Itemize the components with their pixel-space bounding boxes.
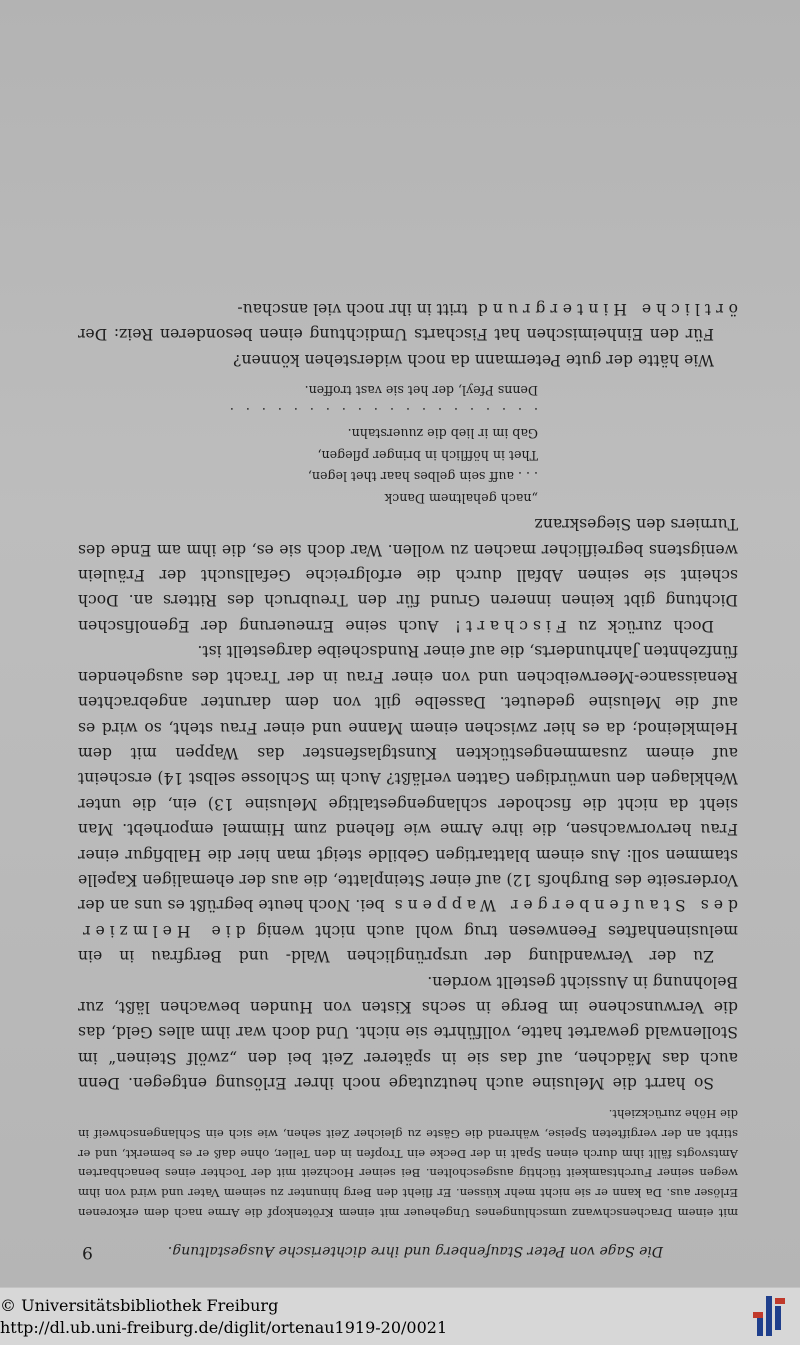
paragraph-5-spaced: örtliche Hintergrund xyxy=(472,300,738,319)
copyright-text: © Universitätsbibliothek Freiburg xyxy=(0,1296,279,1315)
paragraph-1: So harrt die Melusine auch heutzutage noch ihrer Erlösung entgegen. Denn auch das Mädchen, auf das sie in späterer Zeit bei den „zwölf Steinen“ im Stollenwald gewartet hatte, vollführte sie nicht. Und doch war ihm alles Geld, das die Verwunschene im Berge in sechs Kisten von Hunden bewachen läßt, zur Belohnung in Aussicht gestellt worden. xyxy=(78,972,738,1093)
page-number: 9 xyxy=(82,1242,93,1262)
paragraph-2 xyxy=(78,638,738,968)
verse-line: „nach gehaltnem Danck xyxy=(384,490,538,506)
paragraph-4: Wie hätte der gute Petermann da noch widerstehen können? xyxy=(233,350,714,369)
paragraph-3 xyxy=(78,511,738,638)
page-content xyxy=(78,296,738,1261)
verse-ellipsis: . . . . . . . . . . . . . . . . . . . . xyxy=(225,404,538,420)
paragraph-5-text-b: tritt in ihr noch viel anschau- xyxy=(237,300,468,319)
verse-line: Denns Pfeyl, der het sie vast troffen. xyxy=(304,383,538,399)
paragraph-5-text-a: Für den Einheimischen hat Fischarts Umdichtung einen besonderen Reiz: Der xyxy=(78,325,714,344)
paragraph-3-spaced: Fischart! xyxy=(449,616,567,635)
verse-line: Thet in höfflich in bringer pflegen, xyxy=(317,447,538,463)
source-url-link[interactable]: http://dl.ub.uni-freiburg.de/diglit/ortenau1919-20/0021 xyxy=(0,1318,448,1337)
paragraph-5 xyxy=(78,296,738,347)
verse-quote xyxy=(78,380,738,509)
paragraph-2-text-a: Zu der Verwandlung der ursprünglichen Wald- und Bergfrau in ein melusinenhaftes Feenwesen trug wohl auch nicht wenig xyxy=(78,921,738,966)
paragraph-3-text-a: Doch zurück zu xyxy=(578,616,714,635)
verse-line: . . . auff sein gelbes haar thet legen, xyxy=(307,469,538,485)
running-head xyxy=(78,1242,738,1261)
running-title: Die Sage von Peter Staufenberg und ihre dichterische Ausgestaltung. xyxy=(167,1243,664,1259)
footnote-continuation: mit einem Drachenschwanz umschlungenes Ungeheuer mit einem Krötenkopf die Arme nach dem erkorenen Erlöser aus. Da kann er sie nicht mehr küssen. Er flieht den Berg hinunter zu seinem Vater und wird von ihm wegen seiner Furchtsamkeit tüchtig ausgescholten. Bei seiner Hochzeit mit der Tochter eines benachbarten Amtsvogts fällt ihm durch einen Spalt in der Decke ein Tropfen in den Teller, ohne daß er es bemerkt, und er stirbt an der vergifteten Speise, während die Gäste zu gleicher Zeit sehen, wie sich ein Schlangenschweif in die Höhe zurückzieht. xyxy=(78,1107,738,1220)
paragraph-2-spaced: die Helmzier des Staufenberger Wappens xyxy=(78,896,738,940)
verse-line: Gab im ir lieb die zuuerstahn. xyxy=(347,426,538,442)
ub-freiburg-logo-icon xyxy=(749,1292,789,1340)
paragraph-2-text-b: bei. Noch heute begrüßt es uns an der Vorderseite des Burghofs 12) auf einer Steinplatte, die aus der ehemaligen Kapelle stammen soll: Aus einem blattartigen Gebilde steigt man hier die Halbfigur einer Frau hervorwachsen, die ihre Arme wie flehend zum Himmel emporhebt. Man sieht da nicht die fischoder schlangengestaltige Melusine 13) ein, die unter Wehklagen den unwürdigen Gatten verläßt? Auch im Schlosse selbst 14) erscheint auf einem zusammengestückten Kunstglasfenster das Wappen mit dem Helmkleinod; da es hier zwischen einem Manne und einer Frau steht, so wird es auf die Melusine gedeutet. Dasselbe gilt von dem darunter angebrachten Renaissance-Meerweibchen und von einer Frau in der Tracht des ausgehenden fünfzehnten Jahrhunderts, die auf einer Rundscheibe dargestellt ist. xyxy=(78,642,738,915)
paragraph-3-text-b: Auch seine Erneuerung der Egenolfischen Dichtung gibt keinen inneren Grund für den Treubruch des Ritters an. Doch scheint sie seinen Abfall durch die erfolgreiche Gefallsucht der Fräulein wenigstens begreiflicher machen zu wollen. War doch sie es, die ihm am Ende des Turniers den Siegeskranz xyxy=(78,515,738,635)
